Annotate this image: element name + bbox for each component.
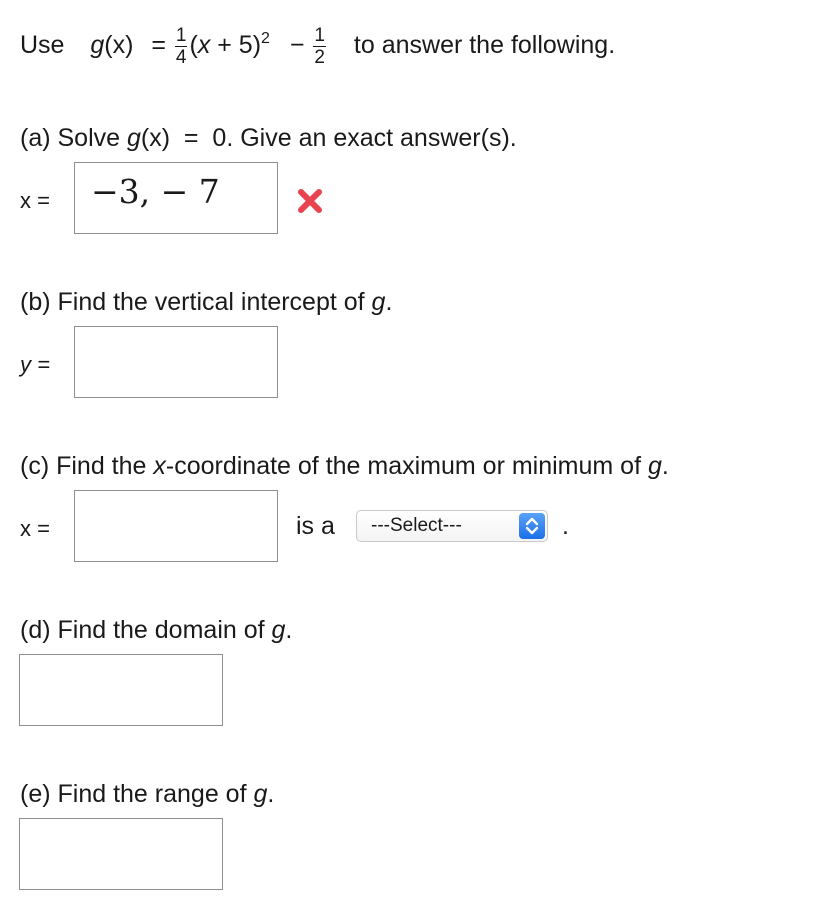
max-min-select[interactable] xyxy=(356,510,548,542)
part-a-var-label: x = xyxy=(20,188,50,213)
use-word: Use xyxy=(20,31,65,60)
fraction-denominator: 4 xyxy=(175,47,187,68)
function-arg: (x) xyxy=(104,31,134,60)
part-a-answer-input[interactable] xyxy=(74,162,278,234)
part-c-is-a-label: is a xyxy=(296,512,335,540)
part-c-suffix: . xyxy=(661,452,669,480)
part-e-answer-input[interactable] xyxy=(19,818,223,890)
part-a-answer-value: −3, − 7 xyxy=(91,172,220,211)
part-b-func: g xyxy=(371,288,386,316)
part-b-suffix: . xyxy=(385,288,393,316)
fraction-one-quarter xyxy=(175,26,188,67)
part-b-var-label: y = xyxy=(20,352,50,377)
fraction-denominator: 2 xyxy=(314,47,325,68)
x-variable: x xyxy=(197,31,211,60)
part-a-prefix: (a) Solve xyxy=(20,124,127,152)
paren-open: ( xyxy=(189,31,198,60)
part-c-prefix: (c) Find the xyxy=(20,452,154,480)
part-b-answer-input[interactable] xyxy=(74,326,278,398)
select-value: ---Select--- xyxy=(371,515,462,536)
function-name: g xyxy=(90,31,105,60)
part-c-question xyxy=(20,454,669,479)
exponent: 2 xyxy=(261,30,270,48)
fraction-numerator: 1 xyxy=(314,25,325,46)
part-e-suffix: . xyxy=(267,780,275,808)
part-b-question xyxy=(20,290,392,315)
part-d-answer-input[interactable] xyxy=(19,654,223,726)
plus-five: + 5) xyxy=(210,31,262,60)
equals-sign: = xyxy=(151,31,166,60)
intro-tail: to answer the following. xyxy=(353,31,616,60)
part-d-question xyxy=(20,618,292,643)
part-b-prefix: (b) Find the vertical intercept of xyxy=(20,288,372,316)
part-a-question xyxy=(20,126,517,151)
part-c-trailing-period: . xyxy=(562,512,569,540)
fraction-one-half xyxy=(313,26,326,67)
part-c-answer-input[interactable] xyxy=(74,490,278,562)
part-a-suffix: (x) = 0. Give an exact answer(s). xyxy=(140,124,517,152)
problem-statement xyxy=(20,26,615,67)
part-a-func: g xyxy=(126,124,141,152)
part-e-question xyxy=(20,782,274,807)
part-e-func: g xyxy=(253,780,268,808)
minus-sign: − xyxy=(289,31,305,60)
part-d-prefix: (d) Find the domain of xyxy=(20,616,272,644)
fraction-numerator: 1 xyxy=(175,25,187,46)
part-c-func: g xyxy=(647,452,662,480)
x-mark-icon xyxy=(297,188,323,214)
part-c-var-label: x = xyxy=(20,516,50,541)
chevron-up-down-icon xyxy=(519,513,545,539)
part-c-middle: -coordinate of the maximum or minimum of xyxy=(165,452,648,480)
part-d-func: g xyxy=(271,616,286,644)
part-c-xvar: x xyxy=(153,452,166,480)
part-e-prefix: (e) Find the range of xyxy=(20,780,254,808)
part-d-suffix: . xyxy=(285,616,293,644)
